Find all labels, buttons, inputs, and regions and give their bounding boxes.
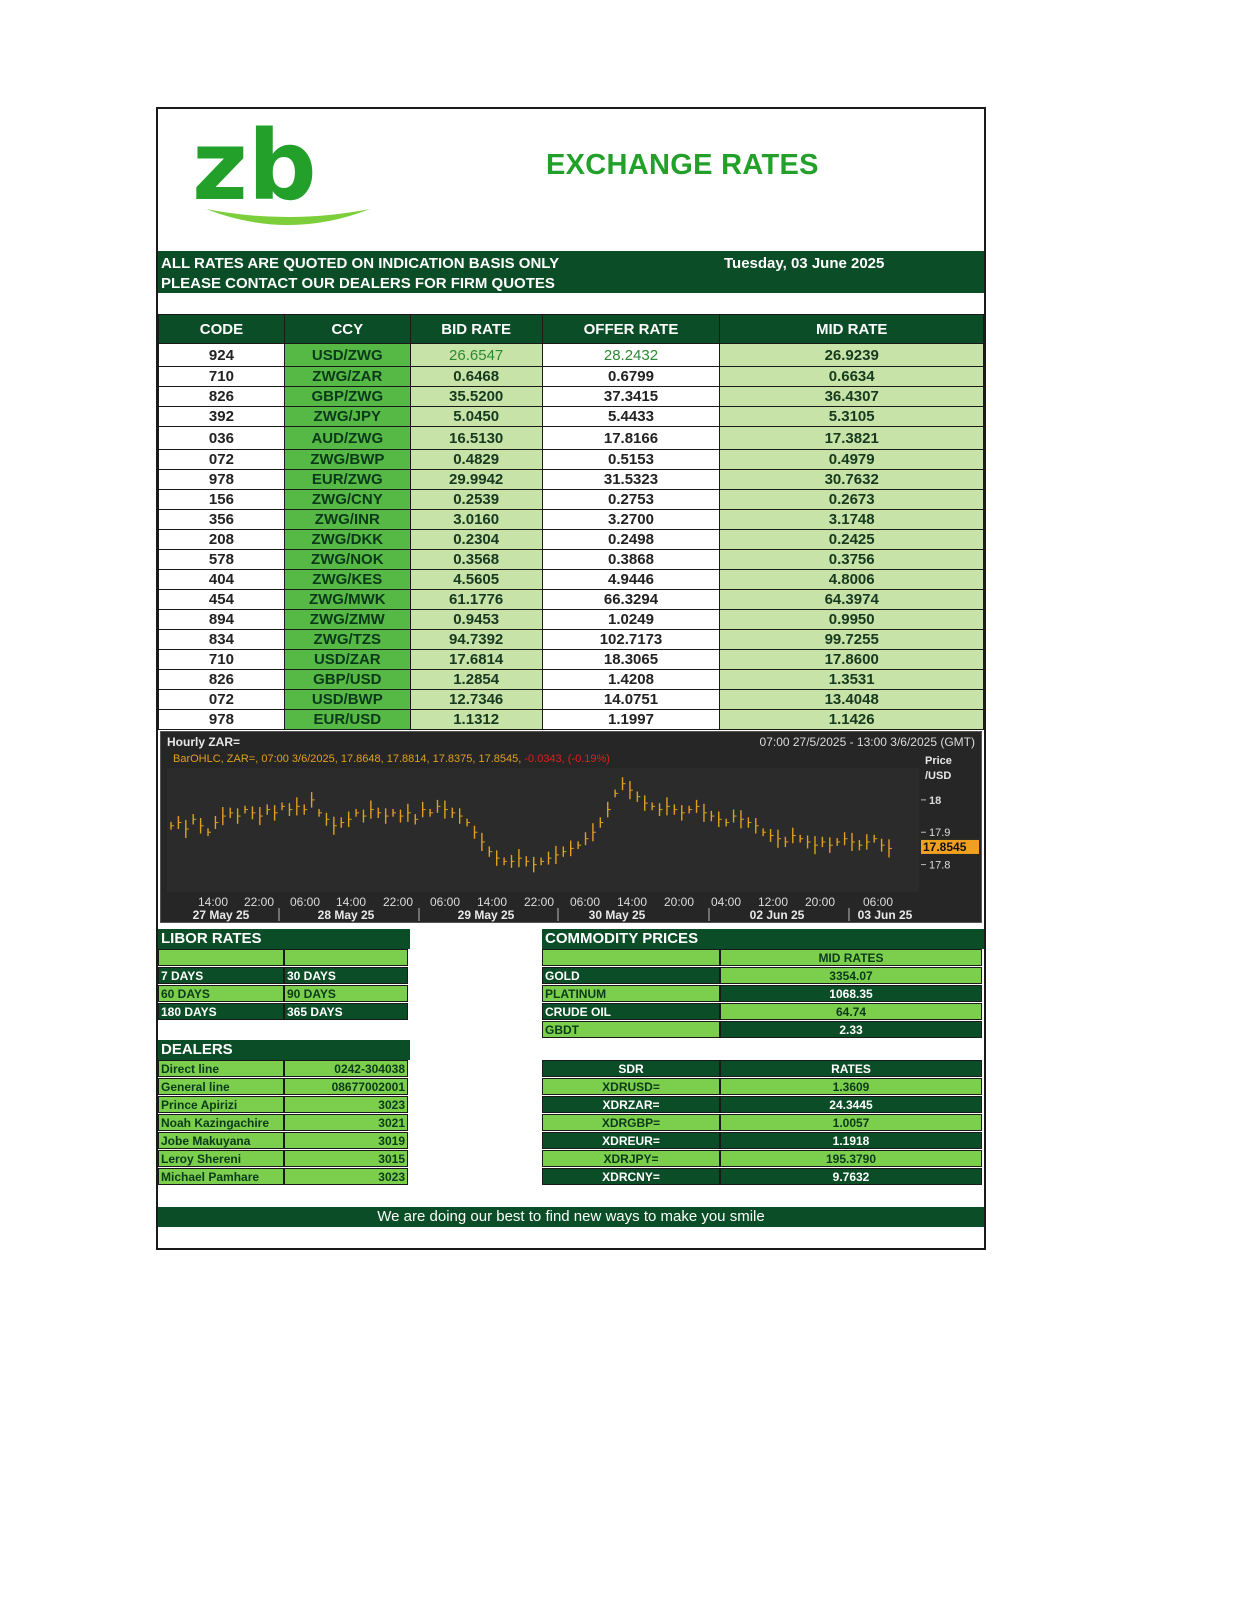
x-tick-label: 14:00 — [476, 895, 508, 909]
rates-date: Tuesday, 03 June 2025 — [724, 255, 885, 272]
offer-cell: 0.3868 — [542, 550, 720, 570]
bid-cell: 0.9453 — [410, 610, 542, 630]
bid-cell: 0.6468 — [410, 367, 542, 387]
offer-cell: 1.1997 — [542, 710, 720, 730]
ccy-cell: ZWG/INR — [284, 510, 410, 530]
commodity-value: 2.33 — [720, 1021, 982, 1038]
bid-cell: 29.9942 — [410, 470, 542, 490]
ccy-cell: ZWG/KES — [284, 570, 410, 590]
code-cell: 072 — [159, 690, 285, 710]
mid-cell: 1.3531 — [720, 670, 984, 690]
col-bid: BID RATE — [410, 315, 542, 344]
mid-cell: 1.1426 — [720, 710, 984, 730]
x-date-label: 28 May 25 — [317, 908, 375, 922]
mid-cell: 13.4048 — [720, 690, 984, 710]
mid-cell: 0.6634 — [720, 367, 984, 387]
dealer-value: 3023 — [284, 1096, 408, 1113]
code-cell: 454 — [159, 590, 285, 610]
x-tick-label: 04:00 — [710, 895, 742, 909]
notice-line-1: ALL RATES ARE QUOTED ON INDICATION BASIS ONLY — [161, 255, 560, 272]
rates-table — [158, 314, 984, 730]
code-cell: 036 — [159, 427, 285, 450]
last-price-label: 17.8545 — [923, 839, 967, 854]
rate-row — [159, 550, 984, 570]
code-cell: 710 — [159, 367, 285, 387]
commodity-label: GOLD — [542, 967, 720, 984]
offer-cell: 66.3294 — [542, 590, 720, 610]
footer-slogan: We are doing our best to find new ways to make you smile — [158, 1207, 984, 1227]
mid-cell: 0.3756 — [720, 550, 984, 570]
bid-cell: 61.1776 — [410, 590, 542, 610]
commodity-label: CRUDE OIL — [542, 1003, 720, 1020]
dealer-value: 3019 — [284, 1132, 408, 1149]
ccy-cell: ZWG/TZS — [284, 630, 410, 650]
code-cell: 356 — [159, 510, 285, 530]
rate-row — [159, 690, 984, 710]
sdr-label: XDREUR= — [542, 1132, 720, 1149]
x-tick-label: 14:00 — [197, 895, 229, 909]
ccy-cell: USD/BWP — [284, 690, 410, 710]
code-cell: 208 — [159, 530, 285, 550]
x-tick-label: 22:00 — [523, 895, 555, 909]
sdr-value: 195.3790 — [720, 1150, 982, 1167]
rate-row — [159, 344, 984, 367]
code-cell: 894 — [159, 610, 285, 630]
libor-spacer — [158, 949, 284, 966]
ccy-cell: GBP/ZWG — [284, 387, 410, 407]
bid-cell: 26.6547 — [410, 344, 542, 367]
plot-area — [167, 768, 919, 892]
dealer-value: 3023 — [284, 1168, 408, 1185]
ccy-cell: USD/ZWG — [284, 344, 410, 367]
chart-legend-change: -0.0343, (-0.19%) — [524, 753, 610, 765]
dealer-label: Michael Pamhare — [158, 1168, 284, 1185]
rates-header-row — [159, 315, 984, 344]
bid-cell: 94.7392 — [410, 630, 542, 650]
libor-label: 180 DAYS — [158, 1003, 284, 1020]
bid-cell: 3.0160 — [410, 510, 542, 530]
dealer-value: 3015 — [284, 1150, 408, 1167]
mid-cell: 0.4979 — [720, 450, 984, 470]
sdr-label: XDRCNY= — [542, 1168, 720, 1185]
dealers-title: DEALERS — [158, 1040, 410, 1060]
sdr-label: XDRGBP= — [542, 1114, 720, 1131]
exchange-rate-sheet — [156, 107, 986, 1250]
code-cell: 392 — [159, 407, 285, 427]
bid-cell: 4.5605 — [410, 570, 542, 590]
y-tick-label: 17.9 — [929, 827, 951, 840]
ccy-cell: ZWG/NOK — [284, 550, 410, 570]
mid-cell: 0.9950 — [720, 610, 984, 630]
sdr-value: 9.7632 — [720, 1168, 982, 1185]
x-tick-label: 12:00 — [757, 895, 789, 909]
commodity-label: GBDT — [542, 1021, 720, 1038]
mid-cell: 26.9239 — [720, 344, 984, 367]
x-tick-label: 20:00 — [804, 895, 836, 909]
sdr-value: 24.3445 — [720, 1096, 982, 1113]
x-date-label: 29 May 25 — [457, 908, 515, 922]
code-cell: 404 — [159, 570, 285, 590]
col-offer: OFFER RATE — [542, 315, 720, 344]
libor-title: LIBOR RATES — [158, 929, 410, 949]
page-title: EXCHANGE RATES — [546, 149, 819, 181]
dealer-value: 0242-304038 — [284, 1060, 408, 1077]
mid-cell: 17.3821 — [720, 427, 984, 450]
offer-cell: 0.2753 — [542, 490, 720, 510]
offer-cell: 18.3065 — [542, 650, 720, 670]
rate-row — [159, 367, 984, 387]
mid-cell: 17.8600 — [720, 650, 984, 670]
sdr-header-rates: RATES — [720, 1060, 982, 1077]
rate-row — [159, 570, 984, 590]
rate-row — [159, 470, 984, 490]
bid-cell: 5.0450 — [410, 407, 542, 427]
rate-row — [159, 710, 984, 730]
ccy-cell: ZWG/BWP — [284, 450, 410, 470]
sdr-value: 1.0057 — [720, 1114, 982, 1131]
libor-spacer — [284, 949, 408, 966]
libor-value: 365 DAYS — [284, 1003, 408, 1020]
chart-legend-prefix: BarOHLC, ZAR=, 07:00 3/6/2025, 17.8648, 17.8814, 17.8375, 17.8545, — [173, 753, 522, 765]
rate-row — [159, 650, 984, 670]
dealer-label: Jobe Makuyana — [158, 1132, 284, 1149]
x-tick-label: 22:00 — [382, 895, 414, 909]
offer-cell: 0.2498 — [542, 530, 720, 550]
bid-cell: 0.3568 — [410, 550, 542, 570]
offer-cell: 37.3415 — [542, 387, 720, 407]
rate-row — [159, 490, 984, 510]
code-cell: 978 — [159, 710, 285, 730]
libor-value: 30 DAYS — [284, 967, 408, 984]
chart-title: Hourly ZAR= — [167, 735, 241, 749]
commodity-spacer — [542, 949, 720, 966]
mid-cell: 99.7255 — [720, 630, 984, 650]
code-cell: 924 — [159, 344, 285, 367]
code-cell: 826 — [159, 670, 285, 690]
col-ccy: CCY — [284, 315, 410, 344]
zb-logo — [188, 121, 398, 231]
libor-value: 90 DAYS — [284, 985, 408, 1002]
commodity-value: 1068.35 — [720, 985, 982, 1002]
offer-cell: 102.7173 — [542, 630, 720, 650]
offer-cell: 1.4208 — [542, 670, 720, 690]
chart-range: 07:00 27/5/2025 - 13:00 3/6/2025 (GMT) — [759, 735, 975, 749]
libor-label: 7 DAYS — [158, 967, 284, 984]
code-cell: 578 — [159, 550, 285, 570]
commodity-label: PLATINUM — [542, 985, 720, 1002]
ccy-cell: ZWG/MWK — [284, 590, 410, 610]
mid-cell: 0.2425 — [720, 530, 984, 550]
offer-cell: 17.8166 — [542, 427, 720, 450]
mid-cell: 36.4307 — [720, 387, 984, 407]
offer-cell: 0.5153 — [542, 450, 720, 470]
rate-row — [159, 407, 984, 427]
x-tick-label: 20:00 — [663, 895, 695, 909]
ccy-cell: GBP/USD — [284, 670, 410, 690]
code-cell: 834 — [159, 630, 285, 650]
ccy-cell: EUR/USD — [284, 710, 410, 730]
ccy-cell: ZWG/DKK — [284, 530, 410, 550]
sdr-value: 1.1918 — [720, 1132, 982, 1149]
ccy-cell: AUD/ZWG — [284, 427, 410, 450]
col-code: CODE — [159, 315, 285, 344]
x-date-label: 02 Jun 25 — [749, 908, 805, 922]
logo-text: zb — [192, 121, 317, 222]
mid-cell: 30.7632 — [720, 470, 984, 490]
commodity-value: 64.74 — [720, 1003, 982, 1020]
ccy-cell: ZWG/JPY — [284, 407, 410, 427]
commodity-title: COMMODITY PRICES — [542, 929, 984, 949]
dealer-value: 08677002001 — [284, 1078, 408, 1095]
ccy-cell: USD/ZAR — [284, 650, 410, 670]
x-tick-label: 06:00 — [862, 895, 894, 909]
bid-cell: 0.4829 — [410, 450, 542, 470]
bid-cell: 1.1312 — [410, 710, 542, 730]
bid-cell: 0.2304 — [410, 530, 542, 550]
offer-cell: 31.5323 — [542, 470, 720, 490]
notice-bar — [158, 251, 984, 293]
ccy-cell: ZWG/ZAR — [284, 367, 410, 387]
x-tick-label: 22:00 — [243, 895, 275, 909]
chart-legend — [173, 753, 610, 765]
rate-row — [159, 427, 984, 450]
commodity-value: 3354.07 — [720, 967, 982, 984]
ccy-cell: ZWG/ZMW — [284, 610, 410, 630]
sdr-label: XDRJPY= — [542, 1150, 720, 1167]
dealer-label: Direct line — [158, 1060, 284, 1077]
rate-row — [159, 510, 984, 530]
sdr-label: XDRZAR= — [542, 1096, 720, 1113]
offer-cell: 3.2700 — [542, 510, 720, 530]
code-cell: 978 — [159, 470, 285, 490]
chart-ylabel-2: /USD — [925, 770, 952, 782]
offer-cell: 0.6799 — [542, 367, 720, 387]
bid-cell: 17.6814 — [410, 650, 542, 670]
x-tick-label: 06:00 — [569, 895, 601, 909]
rate-row — [159, 630, 984, 650]
code-cell: 826 — [159, 387, 285, 407]
dealer-label: Noah Kazingachire — [158, 1114, 284, 1131]
x-tick-label: 14:00 — [616, 895, 648, 909]
rate-row — [159, 610, 984, 630]
bid-cell: 1.2854 — [410, 670, 542, 690]
dealer-label: General line — [158, 1078, 284, 1095]
mid-cell: 0.2673 — [720, 490, 984, 510]
sdr-header-label: SDR — [542, 1060, 720, 1077]
mid-cell: 4.8006 — [720, 570, 984, 590]
bid-cell: 35.5200 — [410, 387, 542, 407]
dealer-value: 3021 — [284, 1114, 408, 1131]
mid-cell: 64.3974 — [720, 590, 984, 610]
zar-hourly-chart — [160, 731, 982, 923]
notice-line-2: PLEASE CONTACT OUR DEALERS FOR FIRM QUOTES — [161, 275, 555, 292]
x-tick-label: 14:00 — [335, 895, 367, 909]
bid-cell: 16.5130 — [410, 427, 542, 450]
rate-row — [159, 670, 984, 690]
ccy-cell: EUR/ZWG — [284, 470, 410, 490]
x-tick-label: 06:00 — [429, 895, 461, 909]
x-date-label: 03 Jun 25 — [857, 908, 913, 922]
code-cell: 710 — [159, 650, 285, 670]
offer-cell: 4.9446 — [542, 570, 720, 590]
mid-cell: 5.3105 — [720, 407, 984, 427]
dealer-label: Leroy Shereni — [158, 1150, 284, 1167]
offer-cell: 28.2432 — [542, 344, 720, 367]
commodity-mid-header: MID RATES — [720, 949, 982, 966]
bid-cell: 12.7346 — [410, 690, 542, 710]
mid-cell: 3.1748 — [720, 510, 984, 530]
sdr-label: XDRUSD= — [542, 1078, 720, 1095]
chart-ylabel-1: Price — [925, 755, 952, 767]
dealer-label: Prince Apirizi — [158, 1096, 284, 1113]
rate-row — [159, 450, 984, 470]
y-tick-label: 18 — [929, 794, 942, 807]
bid-cell: 0.2539 — [410, 490, 542, 510]
y-tick-label: 17.8 — [929, 859, 951, 872]
x-tick-label: 06:00 — [289, 895, 321, 909]
ccy-cell: ZWG/CNY — [284, 490, 410, 510]
offer-cell: 1.0249 — [542, 610, 720, 630]
chart-canvas — [161, 732, 981, 922]
rate-row — [159, 387, 984, 407]
x-date-label: 27 May 25 — [192, 908, 250, 922]
code-cell: 072 — [159, 450, 285, 470]
sdr-value: 1.3609 — [720, 1078, 982, 1095]
rate-row — [159, 590, 984, 610]
offer-cell: 14.0751 — [542, 690, 720, 710]
offer-cell: 5.4433 — [542, 407, 720, 427]
code-cell: 156 — [159, 490, 285, 510]
x-date-label: 30 May 25 — [588, 908, 646, 922]
libor-label: 60 DAYS — [158, 985, 284, 1002]
rate-row — [159, 530, 984, 550]
col-mid: MID RATE — [720, 315, 984, 344]
